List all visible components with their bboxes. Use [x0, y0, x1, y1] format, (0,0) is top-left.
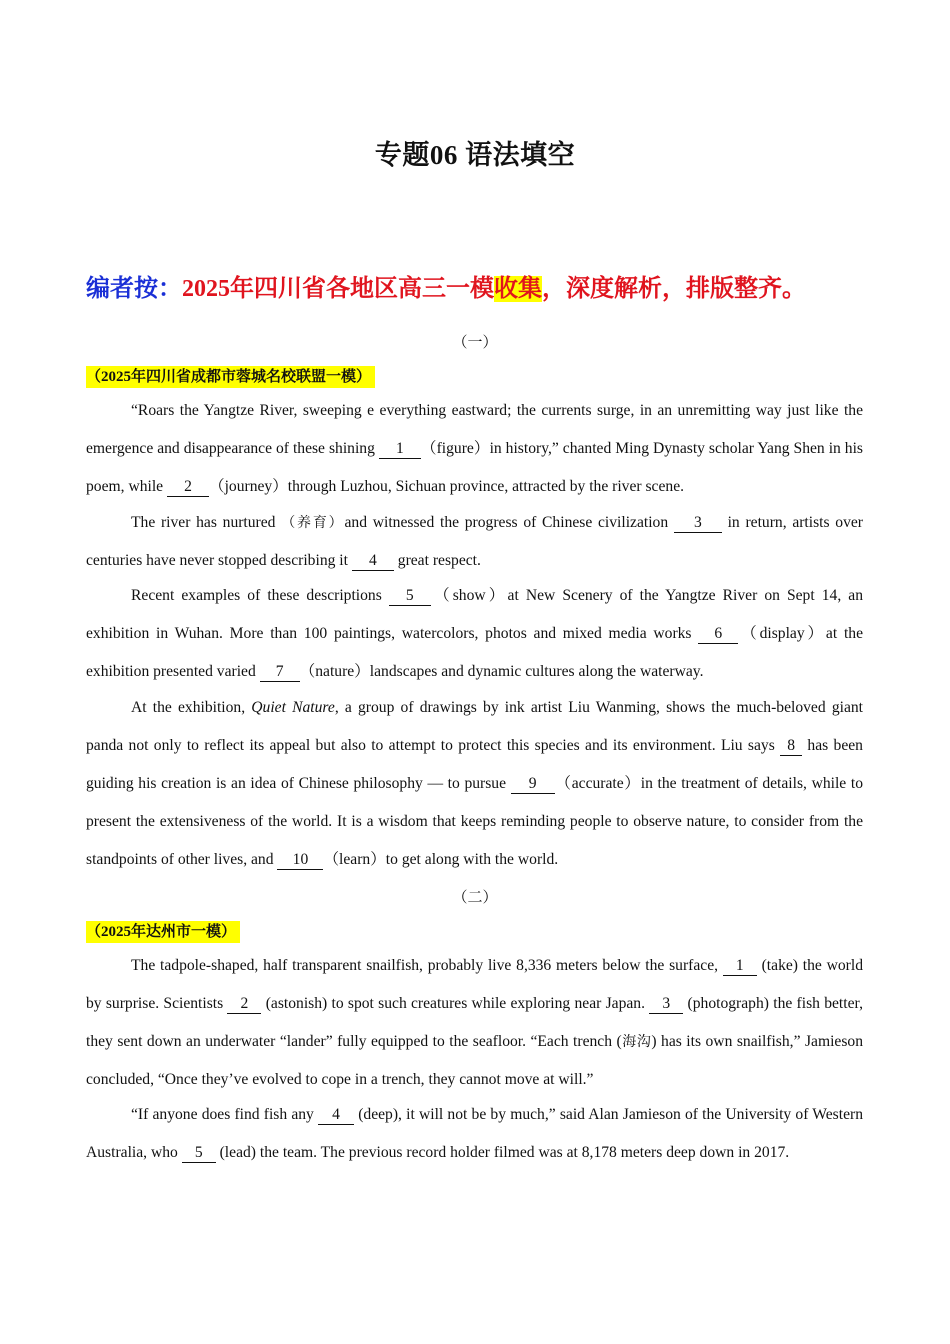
text: has been guiding his creation is an idea of Chinese philosophy — to pursue	[86, 737, 863, 792]
text: great respect.	[393, 552, 481, 569]
text: (astonish) to spot such creatures while exploring near Japan.	[261, 995, 650, 1012]
text: （figure）in history,” chanted Ming Dynasty scholar Yang Shen in his poem, while	[86, 440, 864, 495]
text: （nature）landscapes and dynamic cultures along the waterway.	[299, 663, 704, 680]
text: (take) the world by surprise. Scientists	[86, 957, 863, 1012]
editor-note-highlight: 收集	[494, 276, 542, 302]
section-2-heading: （二）	[452, 890, 498, 906]
blank-3: 3	[674, 514, 722, 533]
section-1-source: （2025年四川省成都市蓉城名校联盟一模）	[86, 366, 375, 388]
text: (deep), it will not be by much,” said Alan Jamieson of the University of Western Australia, who	[86, 1106, 863, 1161]
blank-8: 8	[780, 737, 802, 756]
section-1-paragraph-4	[86, 689, 863, 879]
text: （accurate）in the treatment of details, while to present the extensiveness of the world. It is a wisdom that keeps reminding people to observe nature, to consider from the standpoints of other lives, and	[86, 775, 863, 868]
blank-5: 5	[389, 587, 431, 606]
blank-10: 10	[277, 851, 323, 870]
blank-9: 9	[511, 775, 555, 794]
text: “If anyone does find fish any	[131, 1106, 319, 1123]
section-2-source: （2025年达州市一模）	[86, 921, 240, 943]
blank-2: 2	[167, 478, 209, 497]
text: （show）at New Scenery of the Yangtze River on Sept 14, an exhibition in Wuhan. More than 100 paintings, watercolors, photos and mixed media works	[86, 587, 863, 642]
page-title: 专题06 语法填空	[374, 140, 576, 170]
blank-6: 6	[698, 625, 738, 644]
italic-title: Quiet Nature	[251, 699, 335, 716]
blank-3: 3	[649, 995, 683, 1014]
blank-1: 1	[723, 957, 757, 976]
text: Recent examples of these descriptions	[131, 587, 389, 604]
editor-note-label: 编者按：	[86, 276, 182, 302]
section-1-heading: （一）	[452, 335, 498, 351]
text: （learn）to get along with the world.	[323, 851, 559, 868]
section-1-paragraph-2	[86, 504, 863, 580]
blank-4: 4	[318, 1106, 354, 1125]
text: and witnessed the progress of Chinese civilization	[344, 514, 674, 531]
blank-7: 7	[260, 663, 300, 682]
editor-note-text: 2025年四川省各地区高三一模	[182, 276, 494, 302]
blank-1: 1	[379, 440, 421, 459]
text: “Roars the Yangtze River, sweeping e everything eastward; the currents surge, in an unremitting way just like the emergence and disappearance of these shining	[86, 402, 863, 457]
text: in return, artists over centuries have never stopped describing it	[86, 514, 863, 569]
section-1-paragraph-1	[86, 392, 863, 506]
text: The river has nurtured	[131, 514, 282, 531]
section-2-paragraph-2	[86, 1096, 863, 1172]
chinese-gloss: （养育）	[281, 515, 345, 531]
blank-4: 4	[352, 552, 394, 571]
text: At the exhibition,	[131, 699, 252, 716]
text: ) has its own snailfish,” Jamieson concluded, “Once they’ve evolved to cope in a trench, they cannot move at will.”	[86, 1033, 864, 1088]
text: (photograph) the fish better, they sent down an underwater “lander” fully equipped to the seafloor. “Each trench (	[86, 995, 863, 1050]
text: （journey）through Luzhou, Sichuan province, attracted by the river scene.	[208, 478, 685, 495]
text: The tadpole-shaped, half transparent snailfish, probably live 8,336 meters below the surface,	[131, 957, 723, 974]
text: , a group of drawings by ink artist Liu Wanming, shows the much-beloved giant panda not only to reflect its appeal but also to attempt to protect this species and its environment. Liu says	[86, 699, 863, 754]
blank-5: 5	[182, 1144, 216, 1163]
editor-note-tail: ，深度解析，排版整齐。	[542, 276, 806, 302]
section-1-paragraph-3	[86, 577, 863, 691]
chinese-gloss: 海沟	[621, 1034, 652, 1050]
editor-note	[86, 268, 906, 303]
text: (lead) the team. The previous record holder filmed was at 8,178 meters deep down in 2017.	[215, 1144, 790, 1161]
text: （display）at the exhibition presented varied	[86, 625, 863, 680]
blank-2: 2	[227, 995, 261, 1014]
section-2-paragraph-1	[86, 947, 863, 1099]
